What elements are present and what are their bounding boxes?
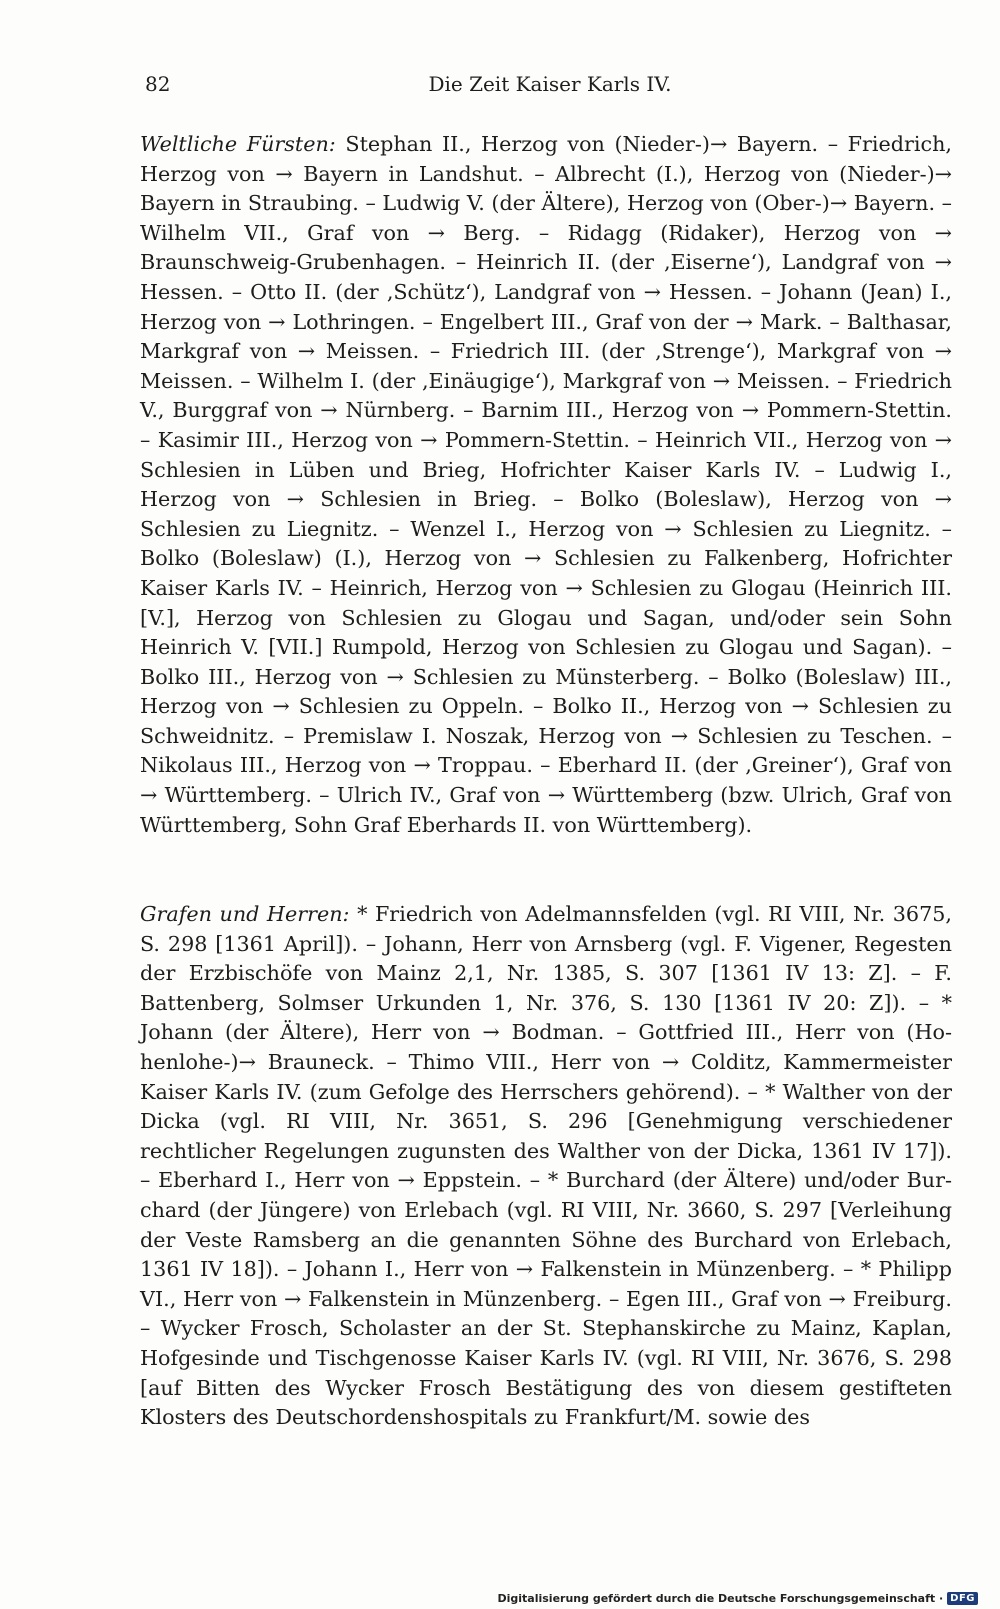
section-heading: Grafen und Herren: [140, 902, 350, 926]
paragraph [140, 900, 952, 1433]
section-heading: Weltliche Fürsten: [140, 132, 336, 156]
credit-text: Digitalisierung gefördert durch die Deutsche Forschungsgemeinschaft · [497, 1592, 944, 1605]
running-title: Die Zeit Kaiser Karls IV. [428, 72, 672, 96]
paragraph [140, 130, 952, 840]
page-header [145, 72, 955, 106]
digitization-credit [497, 1592, 978, 1605]
section-grafen-und-herren [140, 900, 952, 1433]
section-text: * Friedrich von Adelmannsfelden (vgl. RI VIII, Nr. 3675, S. 298 [1361 April]). – Johann, Herr von Arnsberg (vgl. F. Vigener, Regesten der Erzbischöfe von Mainz 2,1, Nr. 1385, S. 307 [1361 IV 13: Z]. – F. Battenberg, Solmser Urkunden 1, Nr. 376, S. 130 [1361 IV 20: Z]). – * Johann (der Ältere), Herr von → Bodman. – Gottfried III., Herr von (Hohenlohe-)→ Brauneck. – Thimo VIII., Herr von → Colditz, Kammermeister Kaiser Karls IV. (zum Gefolge des Herrschers gehörend). – * Walther von der Dicka (vgl. RI VIII, Nr. 3651, S. 296 [Genehmigung verschiedener rechtlicher Regelungen zugunsten des Walther von der Dicka, 1361 IV 17]). – Eberhard I., Herr von → Eppstein. – * Burchard (der Ältere) und/oder Burchard (der Jüngere) von Erlebach (vgl. RI VIII, Nr. 3660, S. 297 [Verleihung der Veste Ramsberg an die genannten Söhne des Burchard von Erlebach, 1361 IV 18]). – Johann I., Herr von → Falkenstein in Münzenberg. – * Philipp VI., Herr von → Falkenstein in Münzenberg. – Egen III., Graf von → Freiburg. – Wycker Frosch, Scholaster an der St. Stephanskirche zu Mainz, Kaplan, Hofgesinde und Tischgenosse Kaiser Karls IV. (vgl. RI VIII, Nr. 3676, S. 298 [auf Bitten des Wycker Frosch Bestätigung des von diesem gestifteten Klosters des Deutschordenshospitals zu Frankfurt/M. sowie des [140, 902, 952, 1430]
dfg-logo: DFG [947, 1592, 978, 1605]
section-weltliche-fuersten [140, 130, 952, 840]
page-number: 82 [145, 72, 171, 96]
section-text: Stephan II., Herzog von (Nieder-)→ Bayern. – Friedrich, Herzog von → Bayern in Landshut. – Albrecht (I.), Herzog von (Nieder-)→ Bayern in Straubing. – Ludwig V. (der Ältere), Herzog von (Ober-)→ Bayern. – Wilhelm VII., Graf von → Berg. – Ridagg (Ridaker), Herzog von → Braunschweig-Grubenhagen. – Heinrich II. (der ‚Eiserne‘), Landgraf von → Hessen. – Otto II. (der ‚Schütz‘), Landgraf von → Hessen. – Johann (Jean) I., Herzog von → Lothringen. – Engelbert III., Graf von der → Mark. – Balthasar, Markgraf von → Meissen. – Friedrich III. (der ‚Strenge‘), Markgraf von → Meissen. – Wilhelm I. (der ‚Einäugige‘), Markgraf von → Meissen. – Friedrich V., Burggraf von → Nürnberg. – Barnim III., Herzog von → Pommern-Stettin. – Kasimir III., Herzog von → Pommern-Stettin. – Heinrich VII., Herzog von → Schlesien in Lüben und Brieg, Hofrichter Kaiser Karls IV. – Ludwig I., Herzog von → Schlesien in Brieg. – Bolko (Boleslaw), Herzog von → Schlesien zu Liegnitz. – Wenzel I., Herzog von → Schlesien zu Liegnitz. – Bolko (Boleslaw) (I.), Herzog von → Schlesien zu Falkenberg, Hofrichter Kaiser Karls IV. – Heinrich, Herzog von → Schlesien zu Glogau (Heinrich III. [V.], Herzog von Schlesien zu Glogau und Sagan, und/oder sein Sohn Heinrich V. [VII.] Rumpold, Herzog von Schlesien zu Glogau und Sagan). – Bolko III., Herzog von → Schlesien zu Münsterberg. – Bolko (Boleslaw) III., Herzog von → Schlesien zu Oppeln. – Bolko II., Herzog von → Schlesien zu Schweidnitz. – Premislaw I. Noszak, Herzog von → Schlesien zu Teschen. – Nikolaus III., Herzog von → Troppau. – Eberhard II. (der ‚Greiner‘), Graf von → Württemberg. – Ulrich IV., Graf von → Württemberg (bzw. Ulrich, Graf von Württemberg, Sohn Graf Eberhards II. von Württemberg). [140, 132, 953, 837]
